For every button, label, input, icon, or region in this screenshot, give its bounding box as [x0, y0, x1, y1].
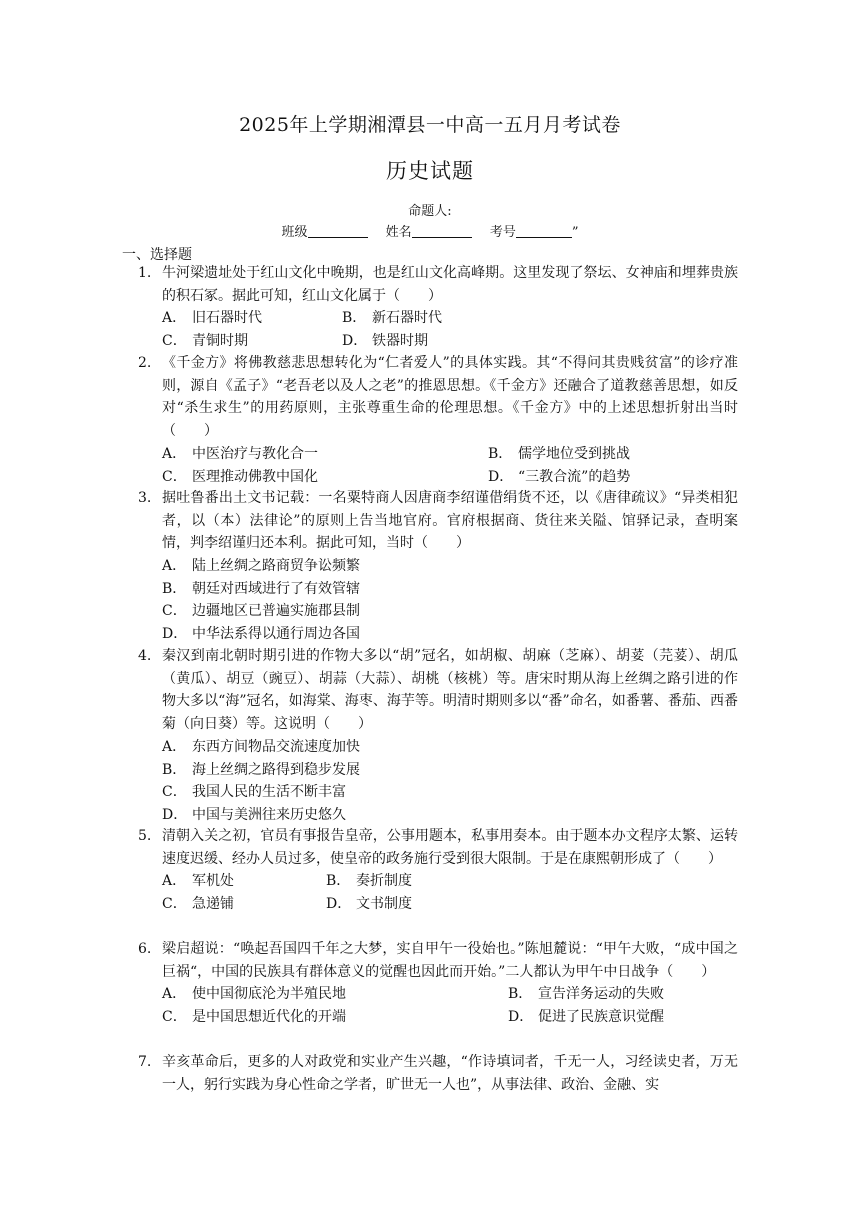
options: [162, 736, 738, 827]
question-stem: 梁启超说：“唤起吾国四千年之大梦，实自甲午一役始也。”陈旭麓说：“甲午大败，“成中国之巨祸“，中国的民族具有群体意义的觉醒也因此而开始。”二人都认为甲午中日战争（ ）: [162, 941, 738, 980]
question-stem: 秦汉到南北朝时期引进的作物大多以“胡”冠名，如胡椒、胡麻（芝麻）、胡荽（芫荽）、胡瓜（黄瓜）、胡豆（豌豆）、胡蒜（大蒜）、胡桃（核桃）等。唐宋时期从海上丝绸之路引进的作物大多以“海”冠名，如海棠、海枣、海芋等。明清时期则多以“番”命名，如番薯、番茄、西番菊（向日葵）等。这说明（ ）: [162, 648, 738, 733]
question-1: [138, 262, 738, 353]
id-blank[interactable]: [516, 225, 572, 238]
option-c[interactable]: C． 是中国思想近代化的开端: [162, 1009, 346, 1026]
question-stem: 据吐鲁番出土文书记载：一名粟特商人因唐商李绍谨借绢货不还，以《唐律疏议》“异类相犯者，以（本）法律论”的原则上告当地官府。官府根据商、货往来关隘、馆驿记录，查明案情，判李绍谨归还本利。据此可知，当时（ ）: [162, 490, 738, 552]
option-d[interactable]: D． “三教合流”的趋势: [488, 468, 631, 485]
option-a[interactable]: A． 旧石器时代: [162, 310, 262, 327]
name-label: 姓名: [385, 225, 412, 240]
option-d[interactable]: D． 促进了民族意识觉醒: [508, 1009, 664, 1026]
option-c[interactable]: C． 青铜时期: [162, 333, 248, 350]
question-number: 5.: [138, 828, 152, 844]
option-d[interactable]: D． 中华法系得以通行周边各国: [162, 626, 360, 643]
question-5: [138, 825, 738, 916]
question-3: [138, 487, 738, 646]
question-4: [138, 645, 738, 827]
question-stem: 清朝入关之初，官员有事报告皇帝，公事用题本，私事用奏本。由于题本办文程序太繁、运转速度迟缓、经办人员过多，使皇帝的政务施行受到很大限制。于是在康熙朝形成了（ ）: [162, 828, 738, 867]
student-info-line: [0, 221, 860, 240]
question-7: [138, 1051, 738, 1096]
author-label: 命题人:: [408, 204, 452, 219]
option-a[interactable]: A． 中医治疗与教化合一: [162, 445, 318, 462]
exam-subtitle: 历史试题: [386, 159, 474, 183]
question-number: 1.: [138, 265, 152, 281]
name-blank[interactable]: [412, 225, 472, 238]
exam-title: 2025年上学期湘潭县一中高一五月月考试卷: [239, 114, 621, 136]
option-c[interactable]: C． 我国人民的生活不断丰富: [162, 784, 346, 801]
id-label: 考号: [489, 225, 516, 240]
question-number: 7.: [138, 1054, 152, 1070]
option-b[interactable]: B． 海上丝绸之路得到稳步发展: [162, 761, 360, 778]
section-title: 一、选择题: [122, 247, 192, 263]
class-label: 班级: [281, 225, 308, 240]
option-a[interactable]: A． 军机处: [162, 873, 234, 890]
options: [162, 307, 738, 352]
question-number: 2.: [138, 355, 152, 371]
option-c[interactable]: C． 医理推动佛教中国化: [162, 468, 318, 485]
options: [162, 443, 738, 488]
options: [162, 555, 738, 646]
question-2: [138, 352, 738, 488]
option-c[interactable]: C． 急递铺: [162, 896, 234, 913]
option-a[interactable]: A． 陆上丝绸之路商贸争讼频繁: [162, 558, 360, 575]
option-b[interactable]: B． 宣告洋务运动的失败: [508, 986, 664, 1003]
class-blank[interactable]: [308, 225, 368, 238]
question-stem: 《千金方》将佛教慈悲思想转化为“仁者爱人”的具体实践。其“不得问其贵贱贫富”的诊疗准则，源自《孟子》“老吾老以及人之老”的推恩思想。《千金方》还融合了道教慈善思想，如反对“杀生求生”的用药原则，主张尊重生命的伦理思想。《千金方》中的上述思想折射出当时（ ）: [162, 355, 738, 440]
option-d[interactable]: D． 铁器时期: [342, 333, 428, 350]
options: [162, 983, 738, 1028]
question-number: 6.: [138, 941, 152, 957]
info-tail: ”: [571, 225, 579, 240]
options: [162, 870, 738, 915]
question-stem: 牛河梁遗址处于红山文化中晚期，也是红山文化高峰期。这里发现了祭坛、女神庙和埋葬贵族的积石冢。据此可知，红山文化属于（ ）: [162, 265, 738, 304]
option-b[interactable]: B． 奏折制度: [326, 873, 412, 890]
option-b[interactable]: B． 儒学地位受到挑战: [488, 445, 630, 462]
option-a[interactable]: A． 使中国彻底沦为半殖民地: [162, 986, 346, 1003]
option-c[interactable]: C． 边疆地区已普遍实施郡县制: [162, 603, 360, 620]
option-d[interactable]: D． 文书制度: [326, 896, 412, 913]
option-d[interactable]: D． 中国与美洲往来历史悠久: [162, 806, 346, 823]
question-6: [138, 938, 738, 1029]
question-number: 3.: [138, 490, 152, 506]
question-stem: 辛亥革命后，更多的人对政党和实业产生兴趣，“作诗填词者，千无一人，习经读史者，万无一人，躬行实践为身心性命之学者，旷世无一人也”，从事法律、政治、金融、实: [162, 1054, 738, 1093]
question-number: 4.: [138, 648, 152, 664]
option-b[interactable]: B． 新石器时代: [342, 310, 442, 327]
option-b[interactable]: B． 朝廷对西域进行了有效管辖: [162, 580, 360, 597]
option-a[interactable]: A． 东西方间物品交流速度加快: [162, 738, 360, 755]
